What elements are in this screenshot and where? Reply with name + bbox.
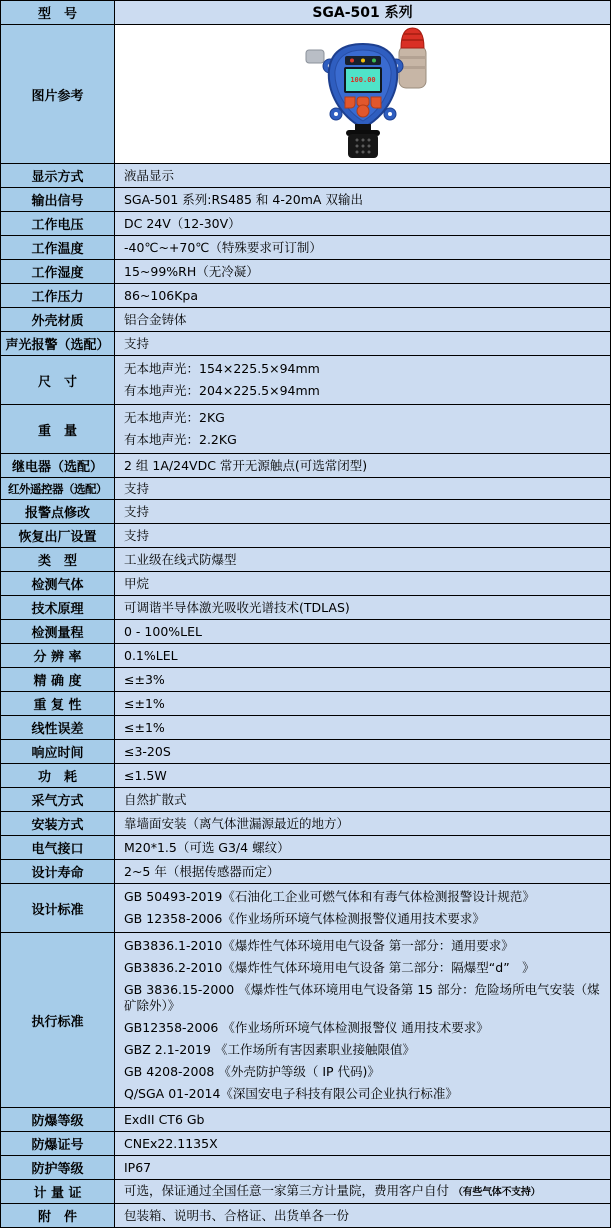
row-factory-reset (1, 524, 611, 548)
spec-value: 可调谐半导体激光吸收光谱技术(TDLAS) (115, 596, 611, 620)
spec-value: 自然扩散式 (115, 788, 611, 812)
spec-label: 采气方式 (1, 788, 115, 812)
spec-label: 外壳材质 (1, 308, 115, 332)
spec-label: 分 辨 率 (1, 644, 115, 668)
spec-value: ≤±1% (115, 692, 611, 716)
row-output-signal (1, 188, 611, 212)
row-target-gas (1, 572, 611, 596)
row-type (1, 548, 611, 572)
model-title: SGA-501 系列 (115, 1, 611, 25)
standard-line: GB3836.1-2010《爆炸性气体环境用电气设备 第一部分：通用要求》 (124, 938, 514, 953)
spec-value: 铝合金铸体 (115, 308, 611, 332)
spec-label: 精 确 度 (1, 668, 115, 692)
spec-label: 尺 寸 (1, 356, 115, 405)
spec-value: 甲烷 (115, 572, 611, 596)
row-display-mode (1, 164, 611, 188)
spec-label: 恢复出厂设置 (1, 524, 115, 548)
spec-value (115, 356, 611, 405)
spec-value: 液晶显示 (115, 164, 611, 188)
row-metrology-cert (1, 1180, 611, 1204)
product-image-cell (115, 25, 611, 164)
spec-value: SGA-501 系列:RS485 和 4-20mA 双输出 (115, 188, 611, 212)
row-explosion-proof-grade (1, 1108, 611, 1132)
row-relay (1, 454, 611, 478)
spec-label: 设计寿命 (1, 860, 115, 884)
spec-value: ≤3-20S (115, 740, 611, 764)
row-technology (1, 596, 611, 620)
spec-value: 靠墙面安装（离气体泄漏源最近的地方） (115, 812, 611, 836)
metrology-cert-note: （有些气体不支持） (452, 1186, 541, 1198)
dimension-line: 无本地声光：154×225.5×94mm (124, 361, 320, 376)
row-execution-standards (1, 933, 611, 1108)
spec-label: 防护等级 (1, 1156, 115, 1180)
spec-value (115, 884, 611, 933)
spec-label: 响应时间 (1, 740, 115, 764)
row-electrical-interface (1, 836, 611, 860)
gas-detector-product-photo (258, 26, 468, 158)
spec-label: 工作温度 (1, 236, 115, 260)
row-product-image (1, 25, 611, 164)
spec-label: 检测量程 (1, 620, 115, 644)
row-protection-rating (1, 1156, 611, 1180)
row-housing-material (1, 308, 611, 332)
spec-label: 电气接口 (1, 836, 115, 860)
row-resolution (1, 644, 611, 668)
standard-line: GB3836.2-2010《爆炸性气体环境用电气设备 第二部分：隔爆型“d” 》 (124, 960, 535, 975)
spec-value: 支持 (115, 478, 611, 500)
spec-label: 类 型 (1, 548, 115, 572)
standard-line: GB 3836.15-2000 《爆炸性气体环境用电气设备第 15 部分：危险场所电气安装（煤矿除外）》 (124, 982, 600, 1013)
row-dimensions (1, 356, 611, 405)
metrology-cert-text: 可选，保证通过全国任意一家第三方计量院，费用客户自付 (124, 1182, 453, 1198)
spec-label-image: 图片参考 (1, 25, 115, 164)
spec-value: ≤1.5W (115, 764, 611, 788)
spec-value: 2~5 年（根据传感器而定） (115, 860, 611, 884)
spec-label: 显示方式 (1, 164, 115, 188)
spec-value: 包装箱、说明书、合格证、出货单各一份 (115, 1204, 611, 1228)
row-power-consumption (1, 764, 611, 788)
row-working-pressure (1, 284, 611, 308)
row-weight (1, 405, 611, 454)
row-design-standards (1, 884, 611, 933)
spec-value: ≤±3% (115, 668, 611, 692)
row-sound-light-alarm (1, 332, 611, 356)
spec-value (115, 933, 611, 1108)
weight-line: 有本地声光：2.2KG (124, 432, 237, 447)
standard-line: GB 50493-2019《石油化工企业可燃气体和有毒气体检测报警设计规范》 (124, 889, 535, 904)
row-design-life (1, 860, 611, 884)
status-leds (345, 56, 381, 65)
spec-value: ≤±1% (115, 716, 611, 740)
row-explosion-proof-cert (1, 1132, 611, 1156)
spec-value: -40℃~+70℃（特殊要求可订制） (115, 236, 611, 260)
row-accessories (1, 1204, 611, 1228)
row-installation (1, 812, 611, 836)
spec-value (115, 1180, 611, 1204)
spec-label: 安装方式 (1, 812, 115, 836)
row-working-humidity (1, 260, 611, 284)
spec-label: 报警点修改 (1, 500, 115, 524)
row-working-temperature (1, 236, 611, 260)
row-model (1, 1, 611, 25)
spec-value: DC 24V（12-30V） (115, 212, 611, 236)
spec-value: ExdII CT6 Gb (115, 1108, 611, 1132)
spec-value: 2 组 1A/24VDC 常开无源触点(可选常闭型) (115, 454, 611, 478)
dimension-line: 有本地声光：204×225.5×94mm (124, 383, 320, 398)
row-working-voltage (1, 212, 611, 236)
standard-line: GB12358-2006 《作业场所环境气体检测报警仪 通用技术要求》 (124, 1020, 489, 1035)
spec-label: 执行标准 (1, 933, 115, 1108)
spec-label: 红外遥控器（选配） (1, 478, 115, 500)
spec-label: 线性误差 (1, 716, 115, 740)
row-detection-range (1, 620, 611, 644)
spec-value: 支持 (115, 524, 611, 548)
alarm-beacon-icon (399, 28, 426, 88)
spec-value: CNEx22.1135X (115, 1132, 611, 1156)
spec-value: 86~106Kpa (115, 284, 611, 308)
spec-label: 重 复 性 (1, 692, 115, 716)
spec-label: 重 量 (1, 405, 115, 454)
spec-label: 检测气体 (1, 572, 115, 596)
row-linearity-error (1, 716, 611, 740)
spec-label: 工作湿度 (1, 260, 115, 284)
spec-value: M20*1.5（可选 G3/4 螺纹） (115, 836, 611, 860)
standard-line: GB 12358-2006《作业场所环境气体检测报警仪通用技术要求》 (124, 911, 485, 926)
spec-label: 计 量 证 (1, 1180, 115, 1204)
row-sampling-method (1, 788, 611, 812)
lcd-screen (344, 67, 382, 93)
spec-label: 防爆等级 (1, 1108, 115, 1132)
spec-label-model: 型 号 (1, 1, 115, 25)
standard-line: Q/SGA 01-2014《深国安电子科技有限公司企业执行标准》 (124, 1086, 458, 1101)
spec-value: 工业级在线式防爆型 (115, 548, 611, 572)
spec-value (115, 405, 611, 454)
lcd-reading: 100.00 (349, 76, 376, 84)
row-repeatability (1, 692, 611, 716)
sensor-head (346, 124, 380, 158)
spec-label: 附 件 (1, 1204, 115, 1228)
weight-line: 无本地声光：2KG (124, 410, 225, 425)
row-response-time (1, 740, 611, 764)
standard-line: GB 4208-2008 《外壳防护等级（ IP 代码)》 (124, 1064, 380, 1079)
row-alarm-point-modify (1, 500, 611, 524)
spec-label: 声光报警（选配） (1, 332, 115, 356)
spec-value: 15~99%RH（无冷凝） (115, 260, 611, 284)
cable-gland (306, 50, 324, 63)
spec-label: 继电器（选配） (1, 454, 115, 478)
spec-value: 0.1%LEL (115, 644, 611, 668)
spec-label: 防爆证号 (1, 1132, 115, 1156)
standard-line: GBZ 2.1-2019 《工作场所有害因素职业接触限值》 (124, 1042, 415, 1057)
spec-value: 支持 (115, 332, 611, 356)
row-ir-remote (1, 478, 611, 500)
spec-label: 工作压力 (1, 284, 115, 308)
spec-label: 输出信号 (1, 188, 115, 212)
spec-value: IP67 (115, 1156, 611, 1180)
spec-label: 技术原理 (1, 596, 115, 620)
spec-value: 0 - 100%LEL (115, 620, 611, 644)
spec-label: 功 耗 (1, 764, 115, 788)
spec-label: 工作电压 (1, 212, 115, 236)
row-accuracy (1, 668, 611, 692)
spec-value: 支持 (115, 500, 611, 524)
spec-label: 设计标准 (1, 884, 115, 933)
